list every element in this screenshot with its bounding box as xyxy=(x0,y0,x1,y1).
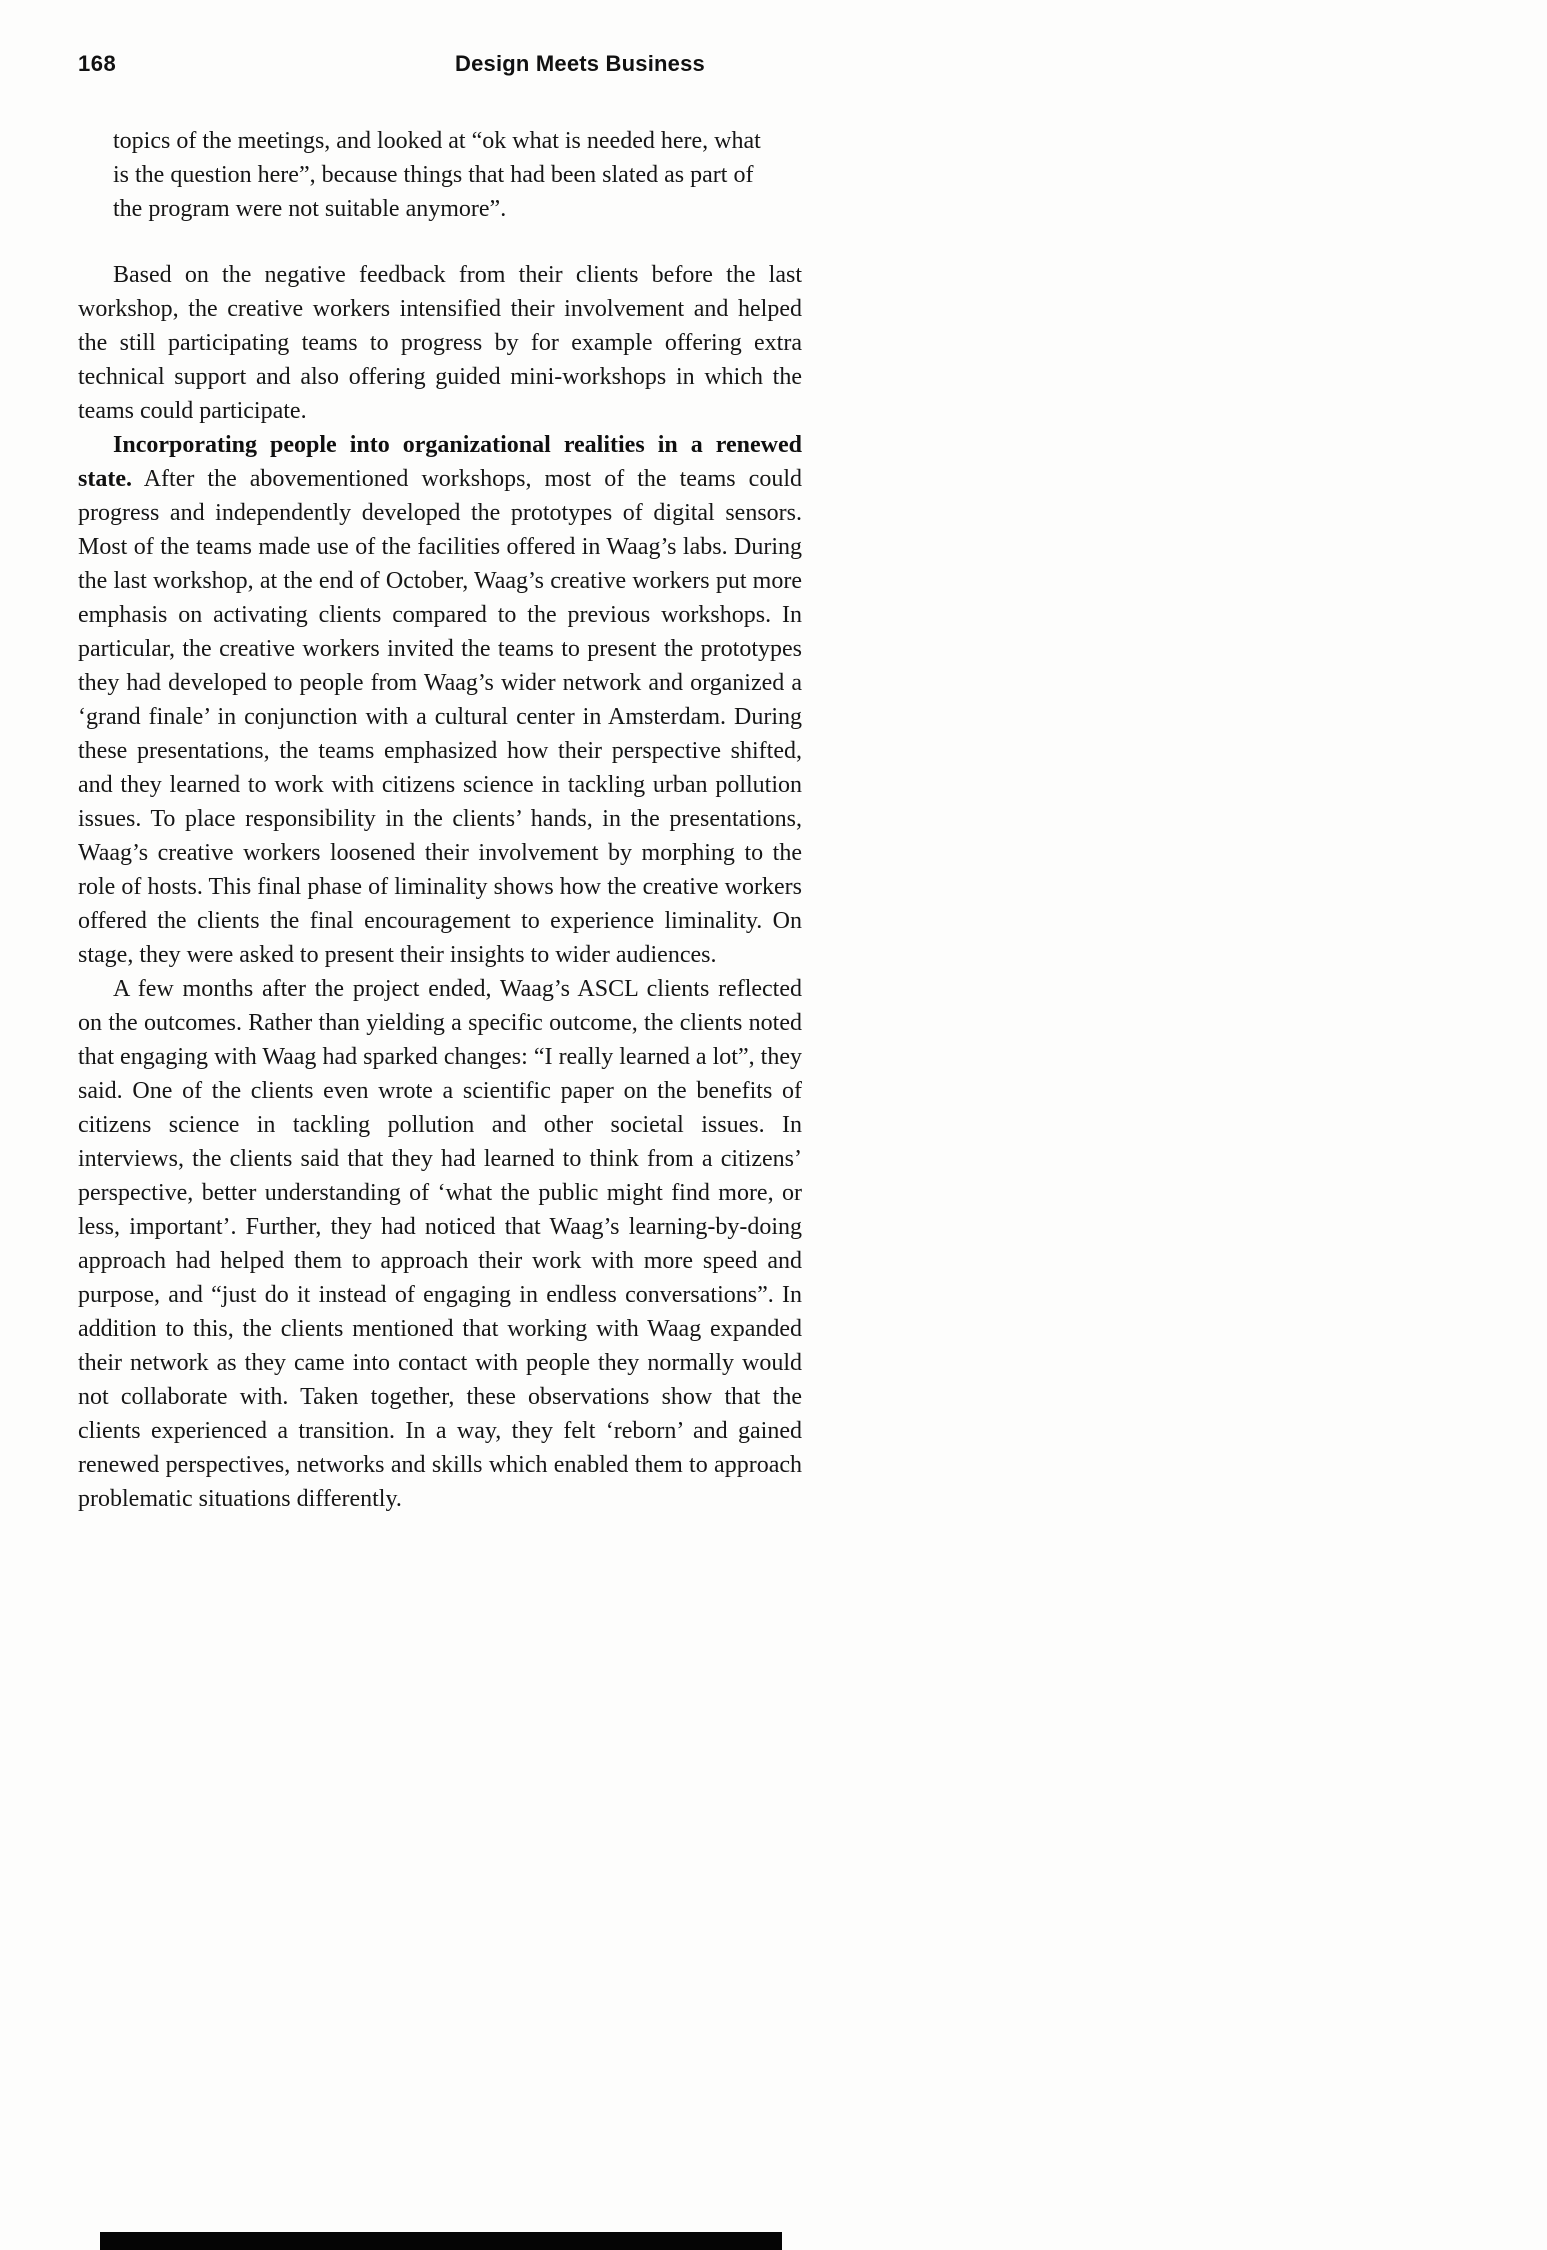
text-column xyxy=(78,50,802,1516)
paragraph-feedback: Based on the negative feedback from their clients before the last workshop, the creative workers intensified their involvement and helped the still participating teams to progress by for example offering extra technical support and also offering guided mini-workshops in which the teams could participate. xyxy=(78,262,802,424)
running-header-title: Design Meets Business xyxy=(455,51,705,76)
block-quote: topics of the meetings, and looked at “ok what is needed here, what is the question here”, because things that had been slated as part of the program were not suitable anymore”. xyxy=(113,128,761,222)
paragraph-lead-bold: Incorporating people into organizational realities in a renewed state. xyxy=(78,432,802,492)
paragraph-body-text: After the abovementioned workshops, most of the teams could progress and independently developed the prototypes of digital sensors. Most of the teams made use of the facilities offered in Waag’s labs. During the last workshop, at the end of October, Waag’s creative workers put more emphasis on activating clients compared to the previous workshops. In particular, the creative workers invited the teams to present the prototypes they had developed to people from Waag’s wider network and organized a ‘grand finale’ in conjunction with a cultural center in Amsterdam. During these presentations, the teams emphasized how their perspective shifted, and they learned to work with citizens science in tackling urban pollution issues. To place responsibility in the clients’ hands, in the presentations, Waag’s creative workers loosened their involvement by morphing to the role of hosts. This final phase of liminality shows how the creative workers offered the clients the final encouragement to experience liminality. On stage, they were asked to present their insights to wider audiences. xyxy=(78,466,802,968)
paragraph-outcomes: A few months after the project ended, Waag’s ASCL clients reflected on the outcomes. Rather than yielding a specific outcome, the clients noted that engaging with Waag had sparked changes: “I really learned a lot”, they said. One of the clients even wrote a scientific paper on the benefits of citizens science in tackling pollution and other societal issues. In interviews, the clients said that they had learned to think from a citizens’ perspective, better understanding of ‘what the public might find more, or less, important’. Further, they had noticed that Waag’s learning-by-doing approach had helped them to approach their work with more speed and purpose, and “just do it instead of engaging in endless conversations”. In addition to this, the clients mentioned that working with Waag expanded their network as they came into contact with people they normally would not collaborate with. Taken together, these observations show that the clients experienced a transition. In a way, they felt ‘reborn’ and gained renewed perspectives, networks and skills which enabled them to approach problematic situations differently. xyxy=(78,976,802,1512)
scan-artifact-bar xyxy=(100,2232,782,2250)
running-header-row xyxy=(78,50,802,78)
paragraph-incorporating xyxy=(78,428,802,972)
page-number: 168 xyxy=(78,51,117,76)
